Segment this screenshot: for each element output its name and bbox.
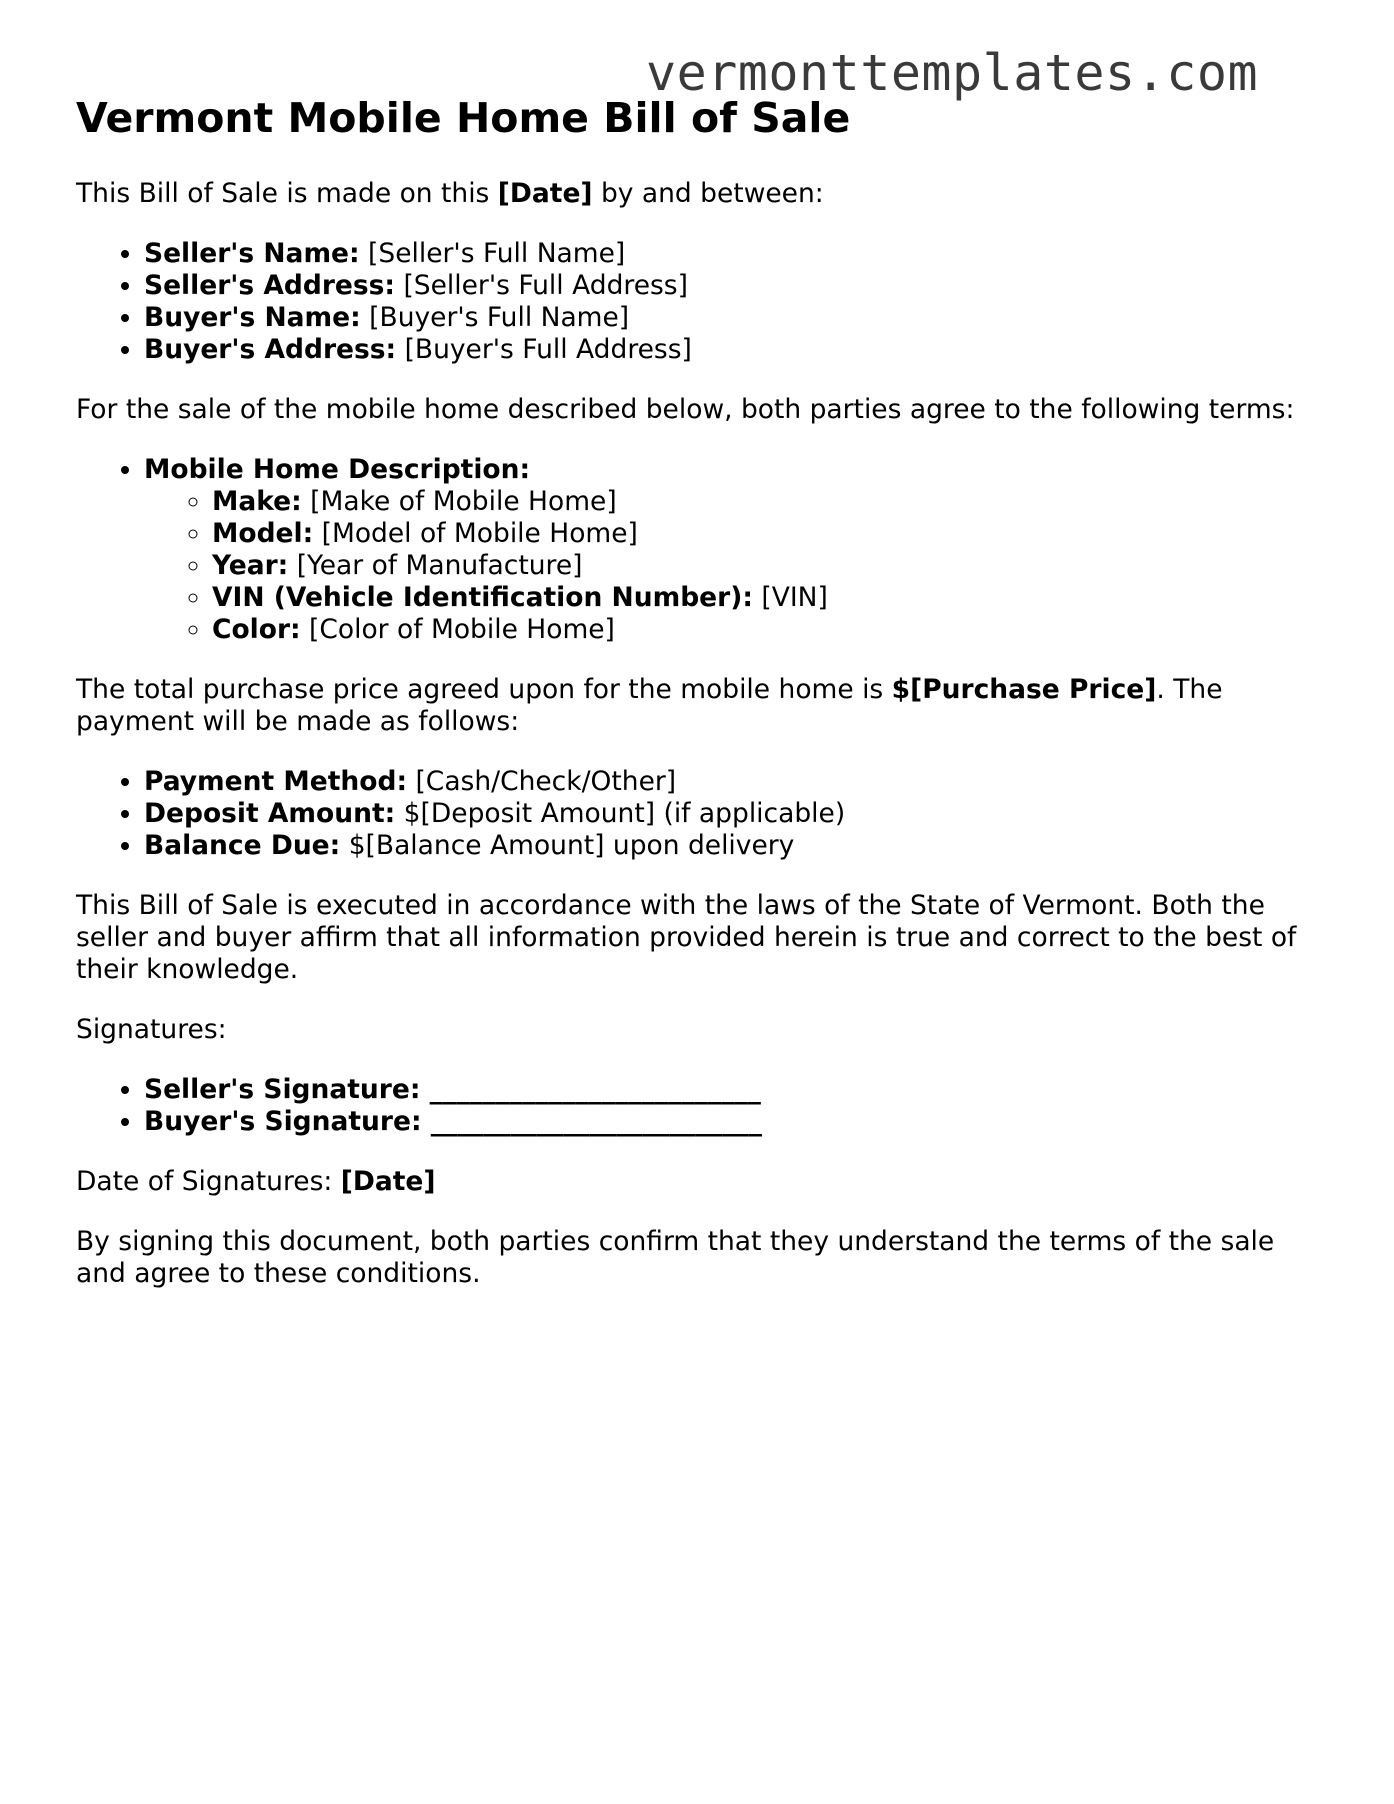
field-label: Seller's Name: <box>144 238 360 269</box>
field-value: [Model of Mobile Home] <box>313 518 638 549</box>
law-paragraph: This Bill of Sale is executed in accordance with the laws of the State of Vermont. Both the seller and buyer affirm that all information provided herein is true and correct to the best of their knowledge. <box>76 890 1297 985</box>
price-amount: $[Purchase Price] <box>891 674 1157 705</box>
signature-line: Seller's Signature: _________________________ <box>144 1074 761 1105</box>
list-item <box>212 518 1316 550</box>
list-item <box>144 238 1316 270</box>
price-text-end: . The payment will be made as follows: <box>76 674 1223 737</box>
document-title: Vermont Mobile Home Bill of Sale <box>76 94 851 142</box>
field-value: [Seller's Full Name] <box>359 238 626 269</box>
signature-date-paragraph <box>76 1166 1316 1198</box>
field-value: [Cash/Check/Other] <box>407 766 677 797</box>
field-value: [Buyer's Full Name] <box>360 302 630 333</box>
list-item <box>212 582 1316 614</box>
field-label: Model: <box>212 518 314 549</box>
field-value: [Year of Manufacture] <box>288 550 583 581</box>
list-item <box>144 1074 1316 1106</box>
field-label: Make: <box>212 486 302 517</box>
list-item <box>144 302 1316 334</box>
field-label: Payment Method: <box>144 766 408 797</box>
intro-text-end: by and between: <box>592 178 824 209</box>
description-sublist <box>144 486 1316 646</box>
parties-list <box>76 238 1316 366</box>
field-label: Year: <box>212 550 289 581</box>
field-value: [VIN] <box>752 582 828 613</box>
description-list <box>76 454 1316 646</box>
list-item <box>144 1106 1316 1138</box>
list-item <box>144 270 1316 302</box>
intro-paragraph <box>76 178 1316 210</box>
intro-text: This Bill of Sale is made on this <box>76 178 498 209</box>
intro-date: [Date] <box>497 178 593 209</box>
sale-paragraph: For the sale of the mobile home described below, both parties agree to the following terms: <box>76 394 1295 425</box>
price-text: The total purchase price agreed upon for the mobile home is <box>76 674 892 705</box>
list-item <box>212 486 1316 518</box>
list-item <box>144 766 1316 798</box>
field-value: $[Deposit Amount] (if applicable) <box>395 798 846 829</box>
field-label: Deposit Amount: <box>144 798 396 829</box>
signature-line: Buyer's Signature: _________________________ <box>144 1106 763 1137</box>
field-value: $[Balance Amount] upon delivery <box>340 830 795 861</box>
field-value: [Buyer's Full Address] <box>396 334 692 365</box>
field-value: [Seller's Full Address] <box>395 270 688 301</box>
signatures-heading: Signatures: <box>76 1014 227 1045</box>
signature-date: [Date] <box>340 1166 436 1197</box>
closing-paragraph: By signing this document, both parties confirm that they understand the terms of the sale and agree to these conditions. <box>76 1226 1275 1289</box>
price-paragraph <box>76 674 1316 738</box>
field-label: VIN (Vehicle Identification Number): <box>212 582 753 613</box>
description-label: Mobile Home Description: <box>144 454 531 485</box>
document-body <box>76 92 1316 1318</box>
list-item <box>144 334 1316 366</box>
watermark: vermonttemplates.com <box>646 44 1259 102</box>
field-label: Balance Due: <box>144 830 341 861</box>
signatures-list <box>76 1074 1316 1138</box>
signature-date-text: Date of Signatures: <box>76 1166 341 1197</box>
list-item <box>144 830 1316 862</box>
list-item <box>144 454 1316 646</box>
list-item <box>144 798 1316 830</box>
field-value: [Make of Mobile Home] <box>301 486 617 517</box>
list-item <box>212 550 1316 582</box>
payment-list <box>76 766 1316 862</box>
field-label: Buyer's Address: <box>144 334 397 365</box>
field-value: [Color of Mobile Home] <box>300 614 615 645</box>
field-label: Seller's Address: <box>144 270 396 301</box>
field-label: Buyer's Name: <box>144 302 361 333</box>
list-item <box>212 614 1316 646</box>
field-label: Color: <box>212 614 301 645</box>
